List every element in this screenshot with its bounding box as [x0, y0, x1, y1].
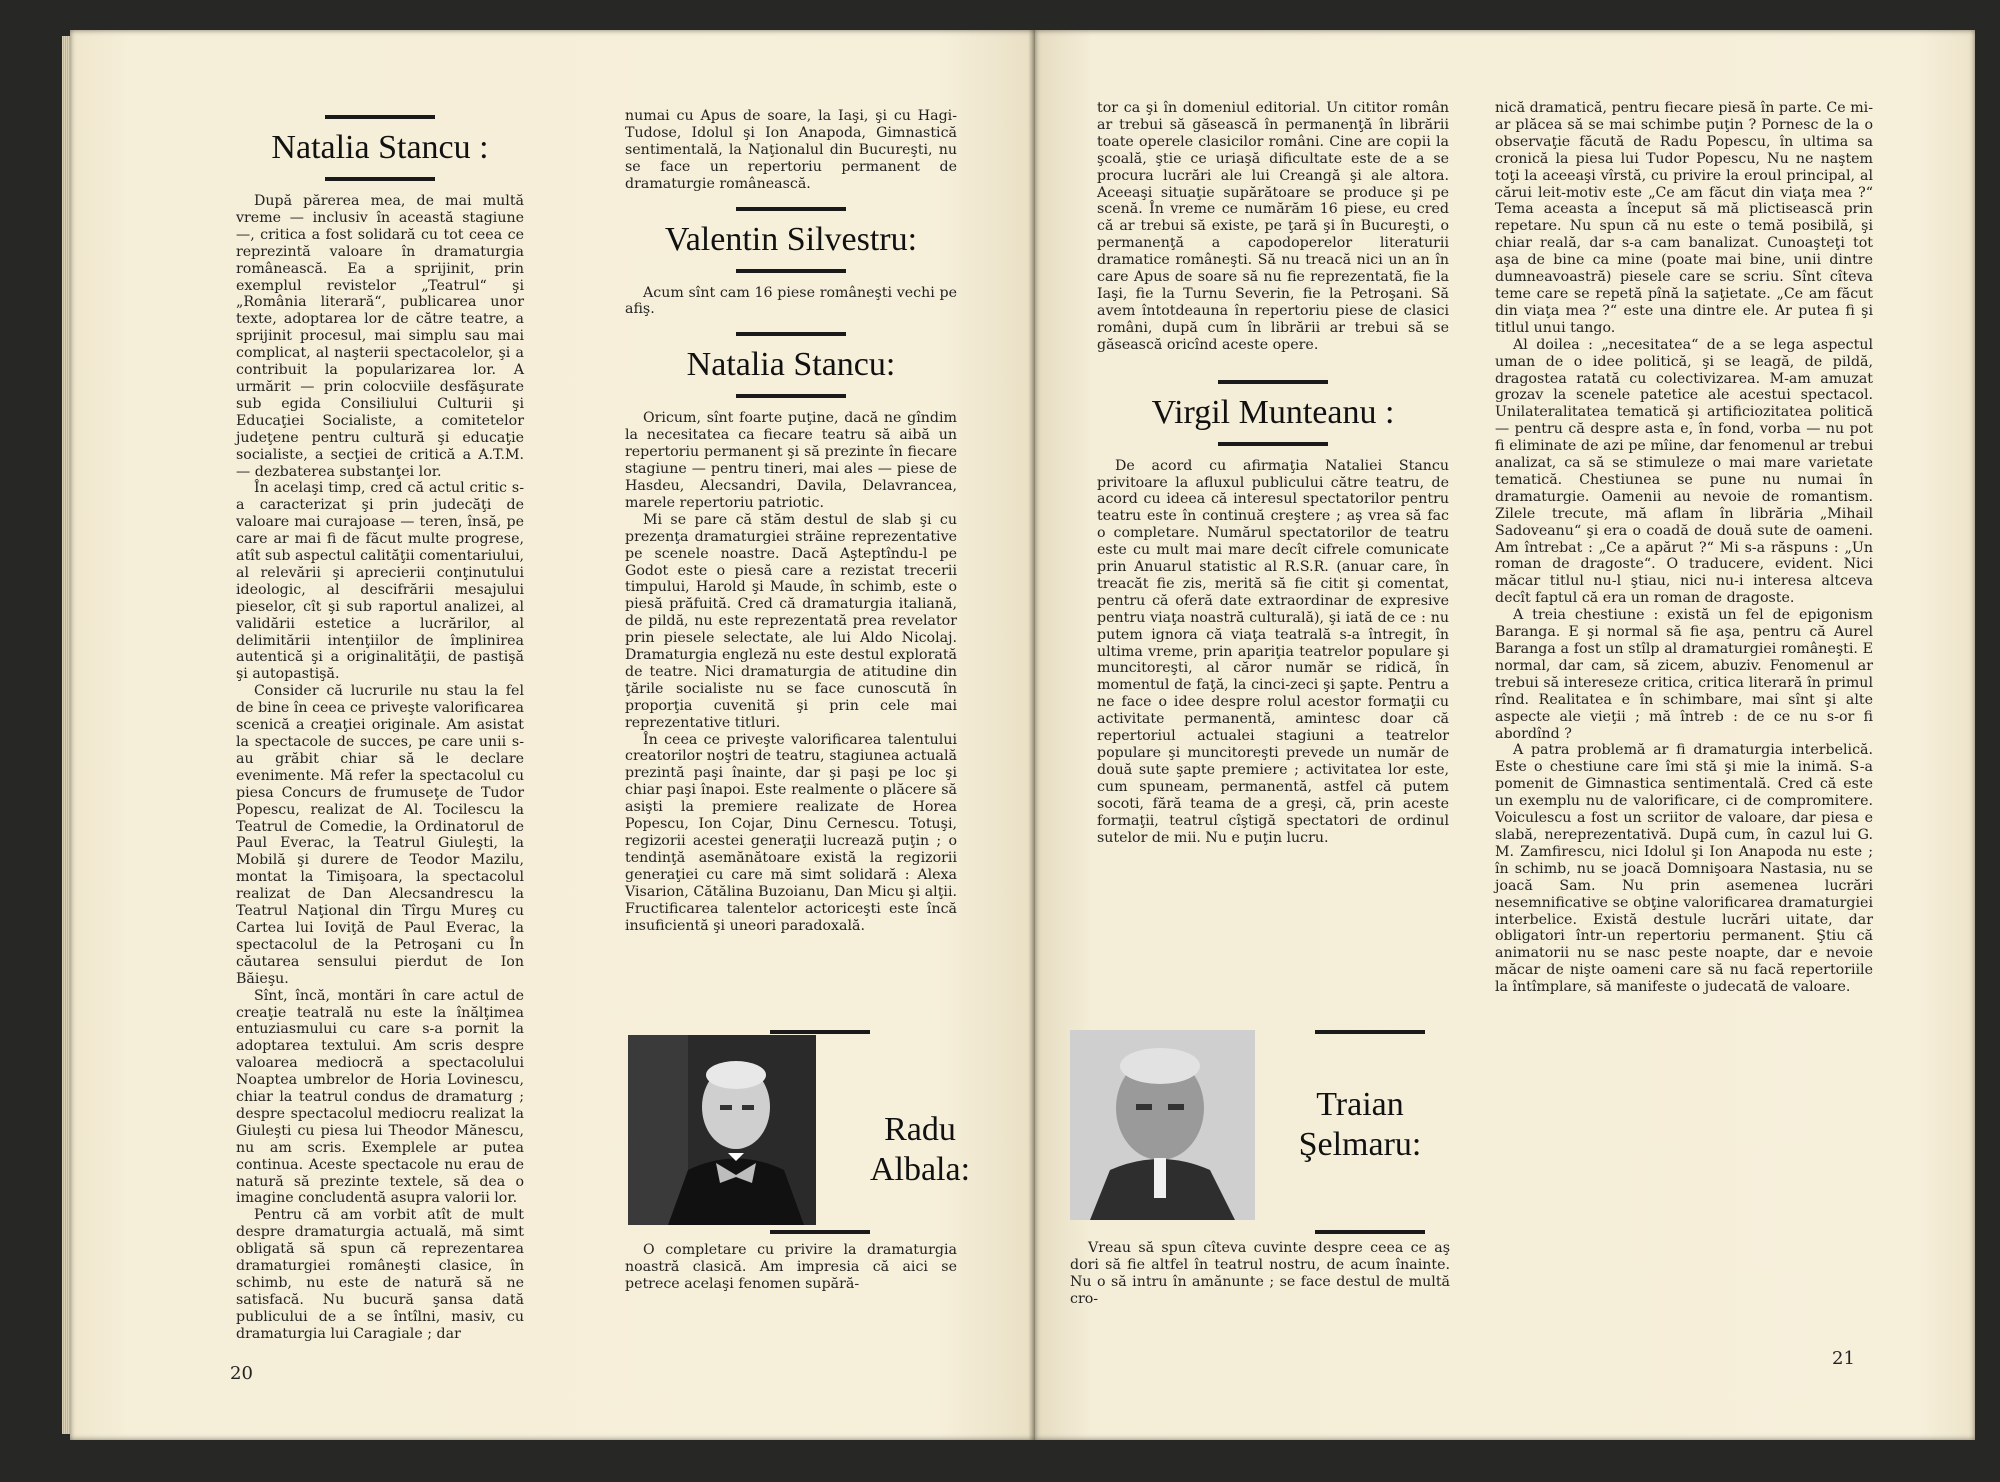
portrait-photo-traian-selmaru — [1070, 1030, 1255, 1220]
paragraph: tor ca şi în domeniul editorial. Un cititor român ar trebui să găsească în permanenţă în librării toate operele clasicilor români. Cine are copii la şcoală, ştie ce uriaşă dificultate este de a se procura lucrări ale lui Creangă şi ale altora. Aceeaşi situaţie supărătoare se produce şi pe scenă. În vreme ce numărăm 16 piese, eu cred că ar trebui să existe, pe ţară şi în Bucureşti, o permanenţă a capodoperelor literaturii dramatice româneşti. Să nu treacă nici un an în care Apus de soare să nu fie reprezentată, fie la Iaşi, fie la Turnu Severin, fie la Petroşani. Să avem întotdeauna în repertoriu piese de clasici români, după cum în librării ar trebui să se găsească oricînd aceste opere. — [1097, 100, 1449, 353]
column-text — [625, 108, 957, 193]
left-column-2-tail — [625, 1242, 957, 1293]
paragraph: Acum sînt cam 16 piese româneşti vechi pe afiş. — [625, 284, 957, 318]
left-column-1 — [236, 115, 524, 1343]
left-page — [70, 30, 1035, 1440]
speaker-heading-virgil-munteanu: Virgil Munteanu : — [1151, 393, 1395, 431]
paragraph: Sînt, încă, montări în care actul de creaţie teatrală nu este la înălţimea entuziasmului cu care s-a pornit la adoptarea textului. Am scris despre valoarea mediocră a spectacolului Noaptea umbrelor de Horia Lovinescu, chiar la teatrul condus de dramaturg ; despre spectacolul mediocru realizat la Giuleşti cu piesa lui Theodor Mănescu, nu am scris. Exemplele ar putea continua. Aceste spectacole nu erau de natură să prezinte textele, să dea o imagine concludentă asupra valorii lor. — [236, 987, 524, 1207]
speaker-heading-traian-selmaru: Traian Şelmaru: — [1298, 1086, 1422, 1163]
heading-rule-bottom — [736, 394, 846, 398]
paragraph: Pentru că am vorbit atît de mult despre dramaturgia actuală, mă simt obligată să spun că reprezentarea dramaturgiei româneşti clasice, în schimb, nu este de natură să ne satisfacă. Nu bucură şansa dată publicului de a se întîlni, masiv, cu dramaturgia lui Caragiale ; dar — [236, 1207, 524, 1342]
column-text — [1097, 458, 1449, 847]
column-text — [625, 410, 957, 934]
portrait-image — [628, 1035, 816, 1225]
left-column-2 — [625, 108, 957, 934]
speaker-heading-valentin-silvestru: Valentin Silvestru: — [664, 220, 918, 258]
right-column-2 — [1495, 100, 1873, 996]
column-text — [1097, 100, 1449, 354]
paragraph: A patra problemă ar fi dramaturgia interbelică. Este o chestiune care îmi stă şi mie la inimă. S-a pomenit de Gimnastica sentimentală. Cred că este un exemplu nu de valorificare, ci de compromitere. Voiculescu a fost un scriitor de valoare, dar piesa e slabă, nereprezentativă. După cum, în cazul lui G. M. Zamfirescu, nici Idolul şi Ion Anapoda nu este ; în schimb, nu se joacă Domnişoara Nastasia, nu se joacă Sam. Nu prin asemenea lucrări nesemnificative se obţine valorificarea dramaturgiei interbelice. Există destule lucrări uitate, dar obligatori într-un repertoriu permanent. Ştiu că animatorii nu se nasc peste noapte, dar e nevoie măcar de nişte oameni care să nu facă repertoriile la întîmplare, să manifeste o judecată de valoare. — [1495, 742, 1873, 996]
heading-rule-top — [736, 207, 846, 211]
heading-rule-bottom — [1218, 442, 1328, 446]
paragraph: nică dramatică, pentru fiecare piesă în parte. Ce mi-ar plăcea să se mai schimbe puţin ? Pornesc de la o observaţie făcută de Radu Popescu, în ultima sa cronică la piesa lui Tudor Popescu, Nu ne naştem toţi la aceeaşi vîrstă, cu privire la eroul principal, al cărui leit-motiv este „Ce am făcut din viaţa mea ?“ Tema aceasta a început să mă plictisească prin repetare. Nu spun că nu este o temă posibilă, şi chiar reală, dar s-a cam banalizat. Cunoaşteţi tot aşa de bine ca mine (poate mai bine, unii dintre dumneavoastră) piesele care se scriu. Sînt cîteva teme care se repetă pînă la saţietate. „Ce am făcut din viaţa mea ?“ este una dintre ele. Ar putea fi şi titlul unui tango. — [1495, 100, 1873, 336]
page-number: 20 — [230, 1363, 253, 1384]
paragraph: A treia chestiune : există un fel de epigonism Baranga. E şi normal să fie aşa, pentru că Aurel Baranga a fost un stîlp al dramaturgiei româneşti. E normal, dar cam, să zicem, abuziv. Fenomenul ar trebui să intereseze critica, critica literară în primul rînd. Realitatea e în schimbare, mai sînt şi alte aspecte ale vieţii ; mă întreb : de ce nu s-or fi abordînd ? — [1495, 607, 1873, 742]
right-column-1 — [1097, 100, 1449, 846]
heading-rule-bottom — [325, 177, 435, 181]
paragraph: În acelaşi timp, cred că actul critic s-a caracterizat şi prin judecăţi de valoare mai curajoase — teren, însă, pe care ar mai fi de făcut multe progrese, atît sub aspectul calităţii comentariului, al relevării şi aprecierii conţinutului ideologic, al descifrării mesajului pieselor, cît şi sub raportul analizei, al validării estetice a lucrărilor, al delimitării intenţiilor de împlinirea autentică şi a originalităţii, de pastişă şi autopastişă. — [236, 480, 524, 683]
paragraph: Vreau să spun cîteva cuvinte despre ceea ce aş dori să fie altfel în teatrul nostru, de acum înainte. Nu o să intru în amănunte ; se face destul de multă cro- — [1070, 1240, 1450, 1307]
column-text — [236, 193, 524, 1343]
paragraph: Mi se pare că stăm destul de slab şi cu prezenţa dramaturgiei străine reprezentative pe scenele noastre. Dacă Aşteptîndu-l pe Godot este o piesă care a rezistat trecerii timpului, Harold şi Maude, în schimb, este o piesă prăfuită. Cred că dramaturgia italiană, de pildă, nu este reprezentată prea revelator prin piesele selectate, ale lui Aldo Nicolaj. Dramaturgia engleză nu este destul explorată de teatre. Nici dramaturgia de atitudine din ţările socialiste nu se face cunoscută în proporţia cuvenită şi prin cele mai reprezentative titluri. — [625, 511, 957, 731]
heading-rule-top — [325, 115, 435, 119]
portrait-image — [1070, 1030, 1255, 1220]
page-number: 21 — [1832, 1348, 1855, 1369]
heading-rule-bottom — [736, 269, 846, 273]
paragraph: Oricum, sînt foarte puţine, dacă ne gîndim la necesitatea ca fiecare teatru să aibă un repertoriu permanent şi să prezinte în fiecare stagiune — pentru tineri, mai ales — piese de Hasdeu, Alecsandri, Davila, Delavrancea, marele repertoriu patriotic. — [625, 410, 957, 511]
speaker-heading-natalia-stancu: Natalia Stancu : — [271, 129, 489, 166]
paragraph: După părerea mea, de mai multă vreme — inclusiv în această stagiune —, critica a fost solidară cu tot ceea ce reprezintă valoare în dramaturgia românească. Ea a sprijinit, prin exemplul revistelor „Teatrul“ şi „România literară“, publicarea unor texte, adoptarea lor de către teatre, a sprijinit procesul, mai simplu sau mai complicat, al naşterii spectacolelor, şi a contribuit la popularizarea lor. A urmărit — prin colocviile desfăşurate sub egida Consiliului Culturii şi Educaţiei Socialiste, a comitetelor judeţene pentru cultură şi educaţie socialiste, a secţiei de critică a A.T.M. — dezbaterea substanţei lor. — [236, 193, 524, 480]
paragraph: O completare cu privire la dramaturgia noastră clasică. Am impresia că aici se petrece acelaşi fenomen supără- — [625, 1242, 957, 1292]
heading-rule-top — [736, 332, 846, 336]
speaker-heading-natalia-stancu: Natalia Stancu: — [686, 346, 896, 384]
paragraph: Al doilea : „necesitatea“ de a se lega aspectul uman de o idee politică, şi se leagă, de pildă, dragostea ratată cu colectivizarea. M-am amuzat grozav la scenele patetice ale acestui spectacol. Unilateralitatea tematică şi artificiozitatea politică — pentru că despre asta e, în fond, vorba — nu pot fi eliminate de azi pe mîine, dar fenomenul ar trebui analizat, ca să se stimuleze o mai mare varietate tematică. Chestiunea se pune nu numai în dramaturgie. Oamenii au nevoie de romantism. Zilele trecute, mă aflam în librăria „Mihail Sadoveanu“ şi era o coadă de două sute de oameni. Am întrebat : „Ce a apărut ?“ Mi s-a răspuns : „Un roman de dragoste“. O traducere, evident. Nici măcar titlul nu-l ştiau, nici nu-i interesa altceva decît faptul că era un roman de dragoste. — [1495, 336, 1873, 607]
speaker-heading-radu-albala: Radu Albala: — [869, 1111, 971, 1188]
paragraph: De acord cu afirmaţia Nataliei Stancu privitoare la afluxul publicului către teatru, de acord cu ideea că interesul spectatorilor pentru teatru este în continuă creştere ; aş vrea să fac o completare. Numărul spectatorilor de teatru este cu mult mai mare decît cifrele comunicate prin Anuarul statistic al R.S.R. (anuar care, în treacăt fie zis, merită să fie citit şi comentat, pentru că oferă date extraordinar de expresive pentru viaţa noastră culturală), şi iată de ce : nu putem ignora că viaţa teatrală s-a întregit, în ultima vreme, prin apariţia teatrelor populare şi muncitoreşti, al căror număr se ridică, în momentul de faţă, la cinci-zeci şi şapte. Pentru a ne face o idee despre rolul acestor formaţii cu activitate permanentă, amintesc doar că repertoriul actualei stagiuni a teatrelor populare şi muncitoreşti prevede un număr de două sute şapte premiere ; activitatea lor este, cum spuneam, permanentă, astfel că putem socoti, fără teama de a greşi, că, prin aceste formaţii, teatrul cîştigă spectatori de ordinul sutelor de mii. Nu e puţin lucru. — [1097, 457, 1449, 846]
right-column-1-tail — [1070, 1240, 1450, 1308]
paragraph: Consider că lucrurile nu stau la fel de bine în ceea ce priveşte valorificarea scenică a creaţiei originale. Am asistat la spectacole de succes, pe care unii s-au grăbit chiar să le declare evenimente. Mă refer la spectacolul cu piesa Concurs de frumuseţe de Tudor Popescu, realizat de Al. Tocilescu la Teatrul de Comedie, la Ordinatorul de Paul Everac, la Teatrul Giuleşti, la Mobilă şi durere de Teodor Mazilu, montat la Timişoara, la spectacolul realizat de Dan Alecsandrescu la Teatrul Naţional din Tîrgu Mureş cu Cartea lui Ioviţă de Paul Everac, la spectacolul de la Petroşani cu În căutarea sensului pierdut de Ion Băieşu. — [236, 683, 524, 987]
portrait-photo-radu-albala — [628, 1035, 816, 1225]
paragraph: În ceea ce priveşte valorificarea talentului creatorilor noştri de teatru, stagiunea actuală prezintă paşi înainte, dar şi paşi pe loc şi chiar paşi înapoi. Este realmente o plăcere să asişti la premiere realizate de Horea Popescu, Ion Cojar, Dinu Cernescu. Totuşi, regizorii acestei generaţii lucrează puţin ; o tendinţă asemănătoare există la regizorii generaţiei cu care mă simt solidară : Alexa Visarion, Cătălina Buzoianu, Dan Micu şi alţii. Fructificarea talentelor actoriceşti este încă insuficientă şi uneori paradoxală. — [625, 731, 957, 934]
photo-rule-bottom — [1315, 1230, 1425, 1234]
photo-rule-top — [770, 1030, 870, 1034]
right-page — [1035, 30, 1975, 1440]
column-text — [1495, 100, 1873, 996]
photo-rule-top — [1315, 1030, 1425, 1034]
heading-rule-top — [1218, 380, 1328, 384]
paragraph: numai cu Apus de soare, la Iaşi, şi cu Hagi-Tudose, Idolul şi Ion Anapoda, Gimnastică sentimentală, la Naţionalul din Bucureşti, nu se face un repertoriu permanent de dramaturgie românească. — [625, 108, 957, 192]
photo-rule-bottom — [770, 1230, 870, 1234]
column-text — [625, 285, 957, 319]
